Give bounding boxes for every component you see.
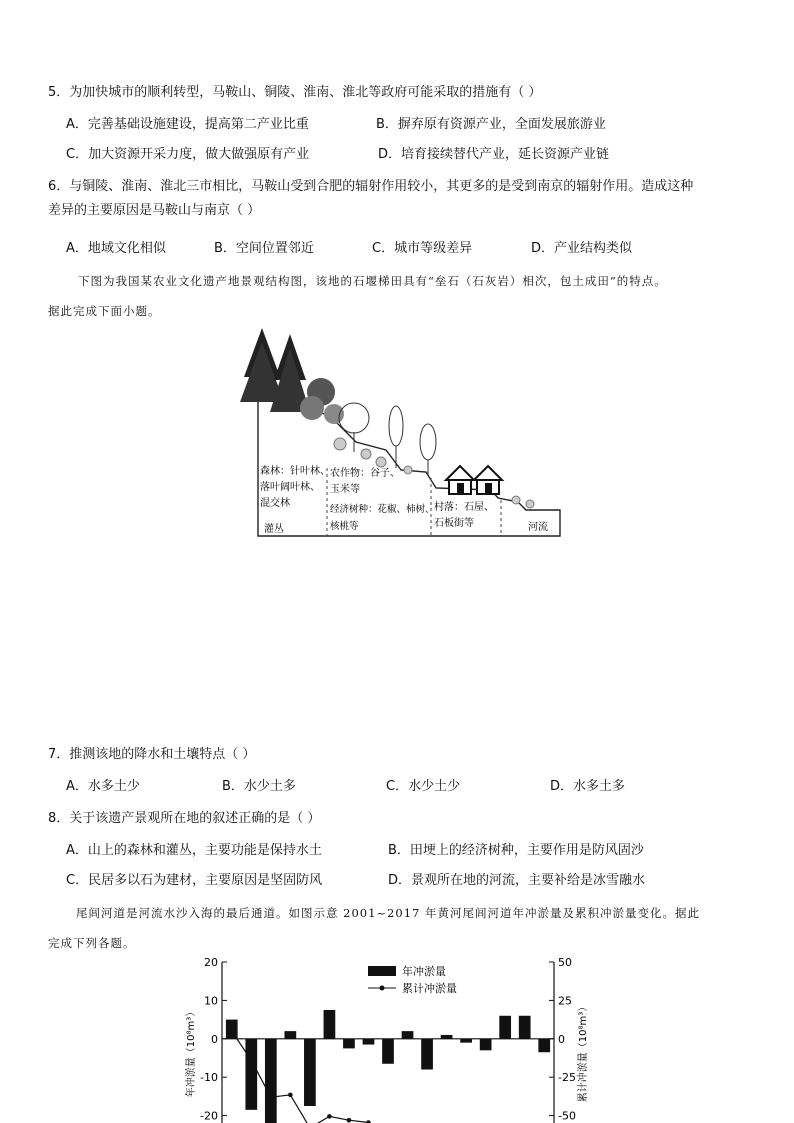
tree-label-1: 经济树种：花椒、柿树、: [330, 504, 435, 515]
passage2-line1: 尾闾河道是河流水沙入海的最后通道。如图示意 2001~2017 年黄河尾闾河道年冲淤量及累积冲淤量变化。据此: [76, 906, 700, 920]
q6-option-a: A．地域文化相似: [66, 241, 166, 256]
tick-label-left: -10: [200, 1071, 218, 1085]
q6-option-b: B．空间位置邻近: [214, 241, 314, 256]
bar-annual-sediment: [245, 1039, 257, 1110]
bar-annual-sediment: [441, 1035, 453, 1039]
landscape-diagram: [236, 322, 564, 538]
point-cumulative-sediment: [269, 1095, 274, 1100]
q8-stem: 8．关于该遗产景观所在地的叙述正确的是（ ）: [48, 811, 321, 826]
tick-label-right: -50: [558, 1109, 576, 1123]
passage2-line2: 完成下列各题。: [48, 936, 136, 950]
q7-option-d: D．水多土多: [550, 779, 626, 794]
tick-label-right: 0: [558, 1032, 565, 1046]
shrub-label: 灌丛: [264, 524, 284, 535]
bar-annual-sediment: [382, 1039, 394, 1064]
legend-line-marker: [380, 986, 385, 991]
point-cumulative-sediment: [229, 1029, 234, 1034]
bar-annual-sediment: [265, 1039, 277, 1123]
legend-bar-swatch: [368, 966, 396, 976]
point-cumulative-sediment: [249, 1058, 254, 1063]
q7-stem: 7．推测该地的降水和土壤特点（ ）: [48, 747, 256, 762]
tree-label-2: 核桃等: [330, 521, 359, 532]
bar-annual-sediment: [519, 1016, 531, 1039]
q7-option-a: A．水多土少: [66, 779, 140, 794]
tick-label-left: 0: [211, 1032, 218, 1046]
bar-annual-sediment: [304, 1039, 316, 1106]
q5-option-d: D．培育接续替代产业，延长资源产业链: [378, 147, 610, 162]
tick-label-right: -25: [558, 1071, 576, 1085]
y-axis-label-right: 累计冲淤量（10⁸m³）: [578, 1001, 589, 1103]
tick-label-right: 50: [558, 956, 572, 969]
legend-bar-label: 年冲淤量: [402, 965, 446, 978]
forest-label-3: 混交林: [260, 498, 290, 509]
bar-annual-sediment: [538, 1039, 550, 1052]
q6-option-c: C．城市等级差异: [372, 241, 473, 256]
q8-option-b: B．田埂上的经济树种，主要作用是防风固沙: [388, 843, 644, 858]
q5-option-a: A．完善基础设施建设，提高第二产业比重: [66, 117, 309, 132]
bar-annual-sediment: [284, 1031, 296, 1039]
passage1-line2: 据此完成下面小题。: [48, 304, 161, 318]
point-cumulative-sediment: [347, 1118, 352, 1123]
bar-annual-sediment: [480, 1039, 492, 1051]
sediment-chart: [178, 952, 598, 1123]
village-label-1: 村落：石屋、: [434, 502, 494, 513]
bar-annual-sediment: [421, 1039, 433, 1070]
point-cumulative-sediment: [327, 1114, 332, 1119]
forest-label-1: 森林：针叶林、: [260, 466, 330, 477]
q7-option-b: B．水少土多: [222, 779, 296, 794]
crop-label-1: 农作物：谷子、: [330, 468, 400, 479]
village-label-2: 石板街等: [434, 518, 474, 529]
bar-annual-sediment: [363, 1039, 375, 1045]
tick-label-left: -20: [200, 1109, 218, 1123]
q6-stem-line1: 6．与铜陵、淮南、淮北三市相比，马鞍山受到合肥的辐射作用较小，其更多的是受到南京的辐射作用。造成这种: [48, 179, 694, 194]
q6-stem-line2: 差异的主要原因是马鞍山与南京（ ）: [48, 203, 261, 218]
point-cumulative-sediment: [288, 1093, 293, 1098]
bar-annual-sediment: [343, 1039, 355, 1049]
tick-label-right: 25: [558, 994, 572, 1008]
passage1-line1: 下图为我国某农业文化遗产地景观结构图，该地的石堰梯田具有“垒石（石灰岩）相次，包土成田”的特点。: [78, 274, 667, 288]
forest-label-2: 落叶阔叶林、: [260, 482, 320, 493]
q5-option-b: B．摒弃原有资源产业，全面发展旅游业: [376, 117, 606, 132]
bar-annual-sediment: [402, 1031, 414, 1039]
q5-option-c: C．加大资源开采力度，做大做强原有产业: [66, 147, 310, 162]
tick-label-left: 20: [204, 956, 218, 969]
crop-label-2: 玉米等: [330, 484, 360, 495]
q8-option-a: A．山上的森林和灌丛，主要功能是保持水土: [66, 843, 322, 858]
bar-annual-sediment: [499, 1016, 511, 1039]
conifer-tree-icon: [240, 328, 310, 412]
bar-annual-sediment: [324, 1010, 336, 1039]
q7-option-c: C．水少土少: [386, 779, 461, 794]
tick-label-left: 10: [204, 994, 218, 1008]
y-axis-label-left: 年冲淤量（10⁸m³）: [186, 1006, 197, 1098]
q8-option-d: D．景观所在地的河流，主要补给是冰雪融水: [388, 873, 646, 888]
legend-line-label: 累计冲淤量: [402, 982, 457, 995]
q5-stem: 5．为加快城市的顺利转型，马鞍山、铜陵、淮南、淮北等政府可能采取的措施有（ ）: [48, 85, 542, 100]
river-label: 河流: [528, 522, 548, 533]
q6-option-d: D．产业结构类似: [531, 241, 633, 256]
q8-option-c: C．民居多以石为建材，主要原因是坚固防风: [66, 873, 323, 888]
bar-annual-sediment: [460, 1039, 472, 1043]
